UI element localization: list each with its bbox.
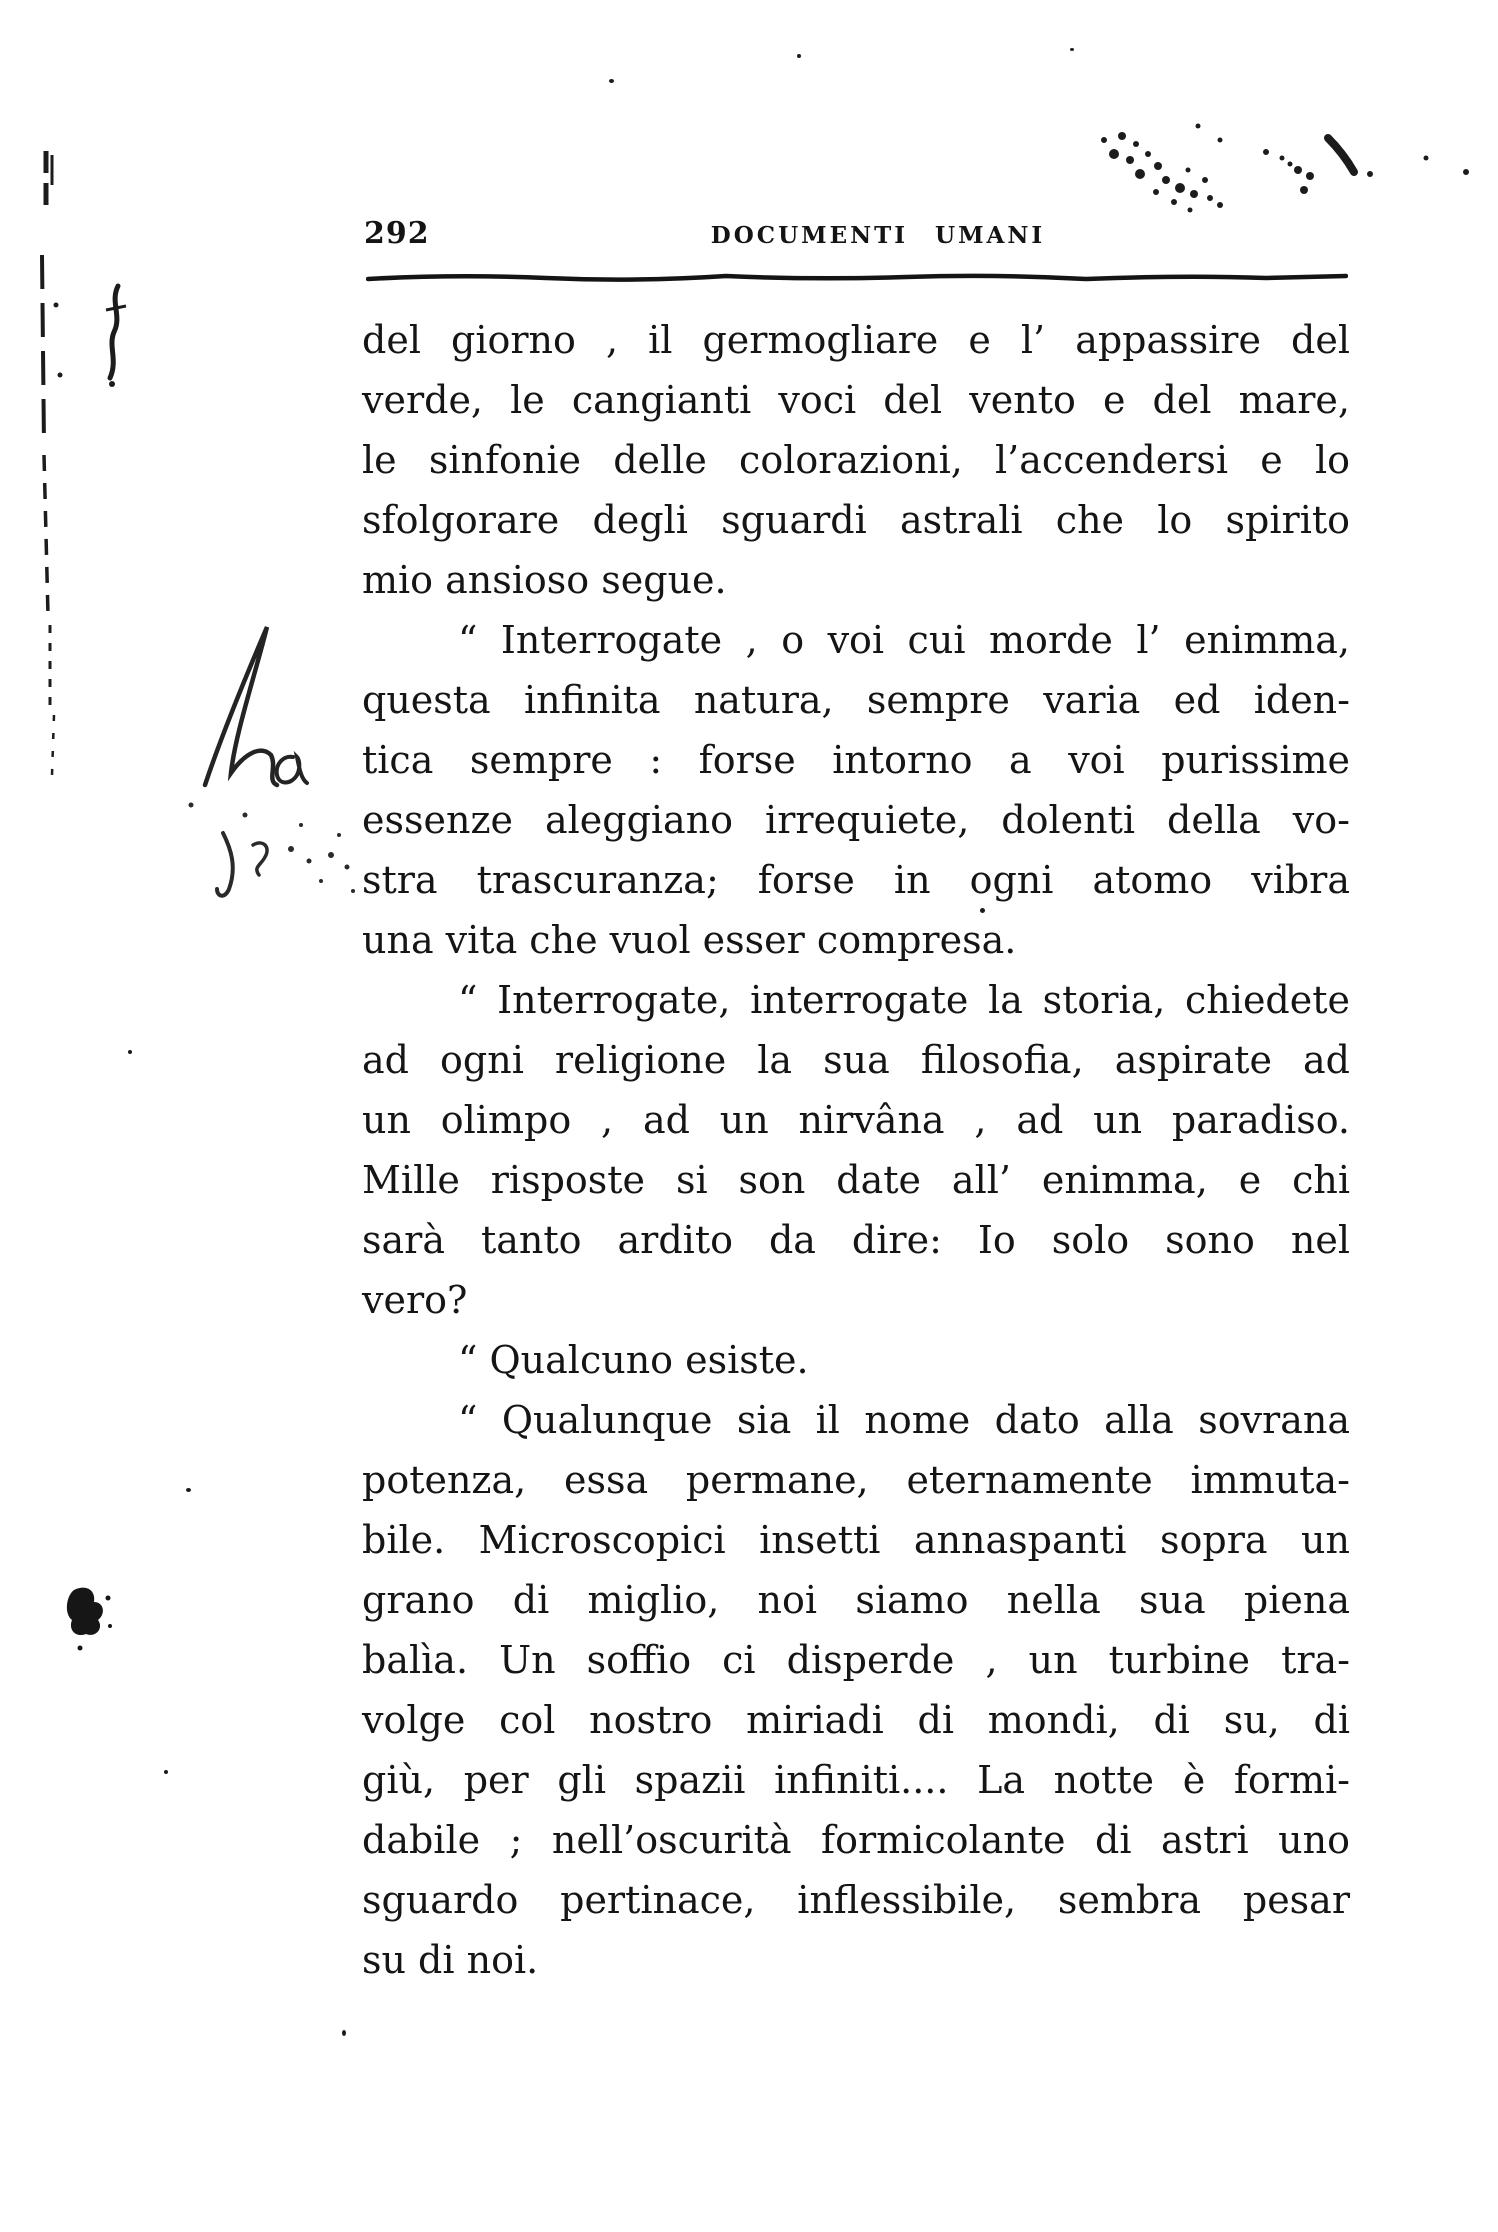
text-line: verde, le cangianti voci del vento e del mare, — [362, 378, 1350, 422]
scan-speck — [609, 79, 614, 83]
header-rule — [366, 270, 1348, 284]
ink-blot — [92, 280, 142, 390]
text-line: “ Qualunque sia il nome dato alla sovrana — [458, 1398, 1350, 1442]
text-line: questa infinita natura, sempre varia ed iden- — [362, 678, 1350, 722]
text-line: bile. Microscopici insetti annaspanti sopra un — [362, 1518, 1350, 1562]
running-title: DOCUMENTI UMANI — [710, 222, 1046, 249]
text-line: volge col nostro miriadi di mondi, di su, di — [362, 1698, 1350, 1742]
scan-speck — [342, 2030, 346, 2036]
text-line: “ Qualcuno esiste. — [458, 1338, 809, 1382]
handwritten-scribble — [95, 605, 365, 905]
text-line: “ Interrogate, interrogate la storia, chiedete — [458, 978, 1350, 1022]
scan-speck — [1070, 48, 1074, 51]
text-line: ad ogni religione la sua filosofia, aspirate ad — [362, 1038, 1350, 1082]
text-line: balìa. Un soffio ci disperde , un turbine tra- — [362, 1638, 1350, 1682]
body-text — [362, 310, 1350, 1990]
text-line: dabile ; nell’oscurità formicolante di astri uno — [362, 1818, 1350, 1862]
text-line: Mille risposte si son date all’ enimma, e chi — [362, 1158, 1350, 1202]
scan-speck — [797, 54, 801, 58]
text-line: sguardo pertinace, inflessibile, sembra pesar — [362, 1878, 1350, 1922]
text-line: grano di miglio, noi siamo nella sua piena — [362, 1578, 1350, 1622]
text-line: le sinfonie delle colorazioni, l’accendersi e lo — [362, 438, 1350, 482]
text-line: mio ansioso segue. — [362, 558, 727, 602]
text-line: sarà tanto ardito da dire: Io solo sono nel — [362, 1218, 1350, 1262]
text-line: stra trascuranza; forse in ogni atomo vibra — [362, 858, 1350, 902]
text-line: un olimpo , ad un nirvâna , ad un paradiso. — [362, 1098, 1350, 1142]
text-line: su di noi. — [362, 1938, 539, 1982]
scan-speck — [164, 1770, 168, 1774]
text-line: tica sempre : forse intorno a voi purissime — [362, 738, 1350, 782]
page-number: 292 — [364, 216, 430, 251]
text-line: essenze aleggiano irrequiete, dolenti della vo- — [362, 798, 1350, 842]
ink-blob — [60, 1580, 120, 1660]
binding-edge-marks — [30, 145, 70, 785]
text-line: sfolgorare degli sguardi astrali che lo spirito — [362, 498, 1350, 542]
text-line: “ Interrogate , o voi cui morde l’ enimma, — [458, 618, 1350, 662]
ink-smudge — [1070, 110, 1480, 230]
scan-speck — [980, 908, 985, 913]
text-line: una vita che vuol esser compresa. — [362, 918, 1017, 962]
text-line: potenza, essa permane, eternamente immuta- — [362, 1458, 1350, 1502]
scan-speck — [186, 1488, 191, 1492]
text-line: vero? — [362, 1278, 468, 1322]
text-line: giù, per gli spazii infiniti.... La notte è formi- — [362, 1758, 1350, 1802]
scan-speck — [128, 1050, 132, 1054]
text-line: del giorno , il germogliare e l’ appassire del — [362, 318, 1350, 362]
